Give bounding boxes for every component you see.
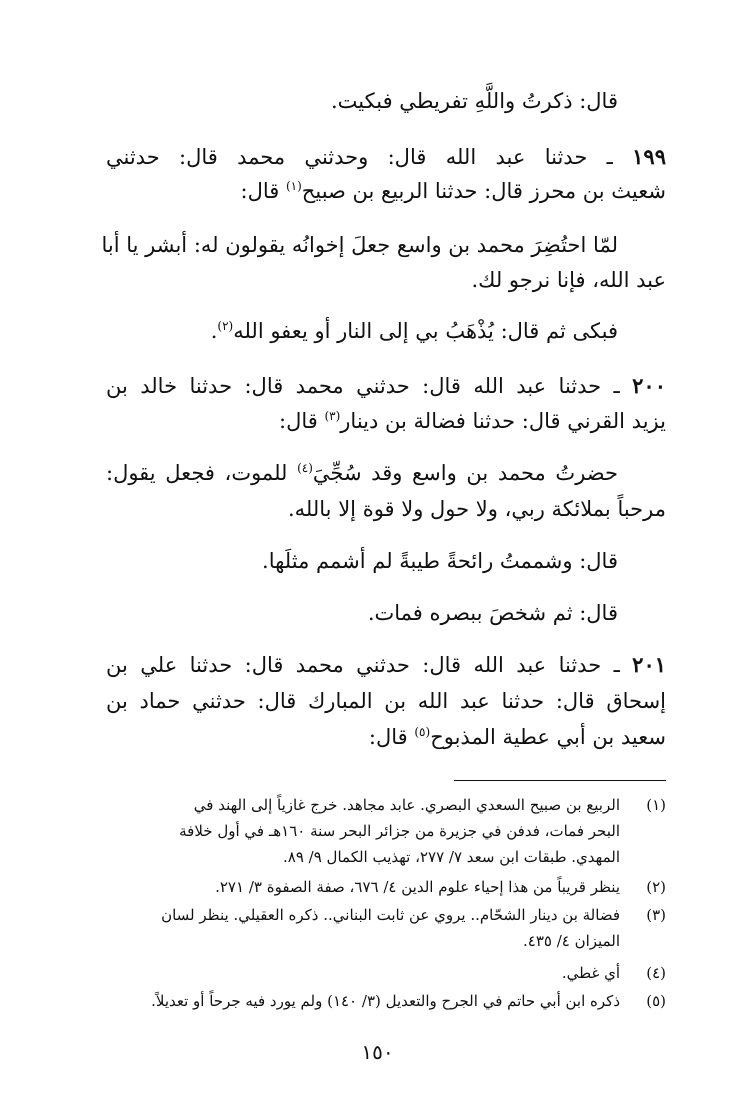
entry-number: ٢٠١ bbox=[632, 652, 667, 677]
footnote bbox=[106, 792, 666, 818]
text-line bbox=[106, 371, 666, 401]
footnote-text: المهدي. طبقات ابن سعد ٧/ ٢٧٧، تهذيب الكمال ٩/ ٨٩. bbox=[282, 848, 620, 866]
footnote bbox=[106, 818, 666, 844]
text-line bbox=[106, 316, 666, 346]
text-line bbox=[101, 230, 666, 260]
text-line bbox=[106, 458, 666, 488]
footnote-marker: (٤) bbox=[297, 461, 313, 475]
text-line bbox=[106, 686, 666, 716]
line-text: لمّا احتُضِرَ محمد بن واسع جعلَ إخوانُه يقولون له: أبشر يا أبا bbox=[101, 233, 618, 257]
footnote-text: ذكره ابن أبي حاتم في الجرح والتعديل (٣/ ١٤٠) ولم يورد فيه جرحاً أو تعديلاً. bbox=[151, 992, 620, 1010]
text-line bbox=[106, 142, 666, 172]
footnote-marker: (٣) bbox=[324, 409, 341, 423]
line-text: شعيث بن محرز قال: حدثنا الربيع بن صبيح bbox=[301, 179, 666, 203]
page-body bbox=[101, 0, 667, 1114]
footnote bbox=[106, 874, 666, 900]
line-text: مرحباً بملائكة ربي، ولا حول ولا قوة إلا بالله. bbox=[288, 497, 666, 521]
line-tail: . bbox=[210, 319, 218, 343]
text-line bbox=[106, 406, 666, 436]
footnote bbox=[106, 960, 666, 986]
line-text: قال: ذكرتُ واللَّهِ تفريطي فبكيت. bbox=[331, 89, 618, 113]
text-line bbox=[106, 176, 666, 206]
footnote-marker: (٢) bbox=[217, 319, 234, 333]
footnote-text: أي غطي. bbox=[561, 964, 620, 982]
footnote-text: الميزان ٤/ ٤٣٥. bbox=[522, 932, 620, 950]
line-tail: للموت، فجعل يقول: bbox=[106, 461, 298, 485]
page-number: ١٥٠ bbox=[361, 1040, 394, 1064]
line-text: سعيد بن أبي عطية المذبوح bbox=[430, 725, 666, 749]
line-text: ـ حدثنا عبد الله قال: حدثني محمد قال: حدثنا علي بن bbox=[106, 653, 620, 677]
text-line bbox=[106, 546, 666, 576]
text-line bbox=[106, 494, 666, 524]
line-text: حضرتُ محمد بن واسع وقد سُجِّيَ bbox=[312, 461, 618, 485]
line-text: يزيد القرني قال: حدثنا فضالة بن دينار bbox=[340, 409, 666, 433]
line-text: قال: وشممتُ رائحةً طيبةً لم أشمم مثلَها. bbox=[262, 549, 618, 573]
line-tail: قال: bbox=[368, 725, 415, 749]
footnote-text: الربيع بن صبيح السعدي البصري. عابد مجاهد. خرج غازياً إلى الهند في bbox=[193, 796, 620, 814]
footnote-marker: (١) bbox=[285, 179, 302, 193]
footnote-number: (١) bbox=[646, 796, 666, 814]
footnote-separator bbox=[454, 780, 666, 781]
footnote-number: (٥) bbox=[646, 992, 666, 1010]
text-line bbox=[106, 722, 666, 752]
line-text: ـ حدثنا عبد الله قال: وحدثني محمد قال: حدثني bbox=[106, 145, 613, 169]
entry-number: ٢٠٠ bbox=[632, 373, 666, 398]
footnote-text: فضالة بن دينار الشحّام.. يروي عن ثابت البناني.. ذكره العقيلي. ينظر لسان bbox=[161, 906, 620, 924]
text-line bbox=[106, 265, 666, 295]
line-tail: قال: bbox=[279, 409, 325, 433]
line-text: فبكى ثم قال: يُذْهَبُ بي إلى النار أو يعفو الله bbox=[233, 319, 618, 343]
text-line bbox=[106, 650, 666, 680]
footnote-number: (٤) bbox=[646, 964, 666, 982]
footnote-number: (٣) bbox=[646, 906, 666, 924]
footnote bbox=[106, 928, 666, 954]
text-line bbox=[106, 86, 666, 116]
footnote bbox=[106, 988, 666, 1014]
line-text: عبد الله، فإنا نرجو لك. bbox=[471, 268, 666, 292]
footnote-text: البحر فمات، فدفن في جزيرة من جزائر البحر سنة ١٦٠هـ في أول خلافة bbox=[179, 822, 620, 840]
footnote bbox=[106, 844, 666, 870]
line-text: قال: ثم شخصَ ببصره فمات. bbox=[367, 601, 618, 625]
line-text: ـ حدثنا عبد الله قال: حدثني محمد قال: حدثنا خالد بن bbox=[106, 374, 620, 398]
footnote-marker: (٥) bbox=[414, 725, 431, 739]
footnote bbox=[106, 902, 666, 928]
text-line bbox=[106, 598, 666, 628]
entry-number: ١٩٩ bbox=[632, 144, 666, 169]
line-tail: قال: bbox=[240, 179, 286, 203]
footnote-number: (٢) bbox=[646, 878, 666, 896]
line-text: إسحاق قال: حدثنا عبد الله بن المبارك قال: حدثني حماد بن bbox=[106, 689, 666, 713]
footnote-text: ينظر قريباً من هذا إحياء علوم الدين ٤/ ٦٧٦، صفة الصفوة ٣/ ٢٧١. bbox=[215, 878, 620, 896]
